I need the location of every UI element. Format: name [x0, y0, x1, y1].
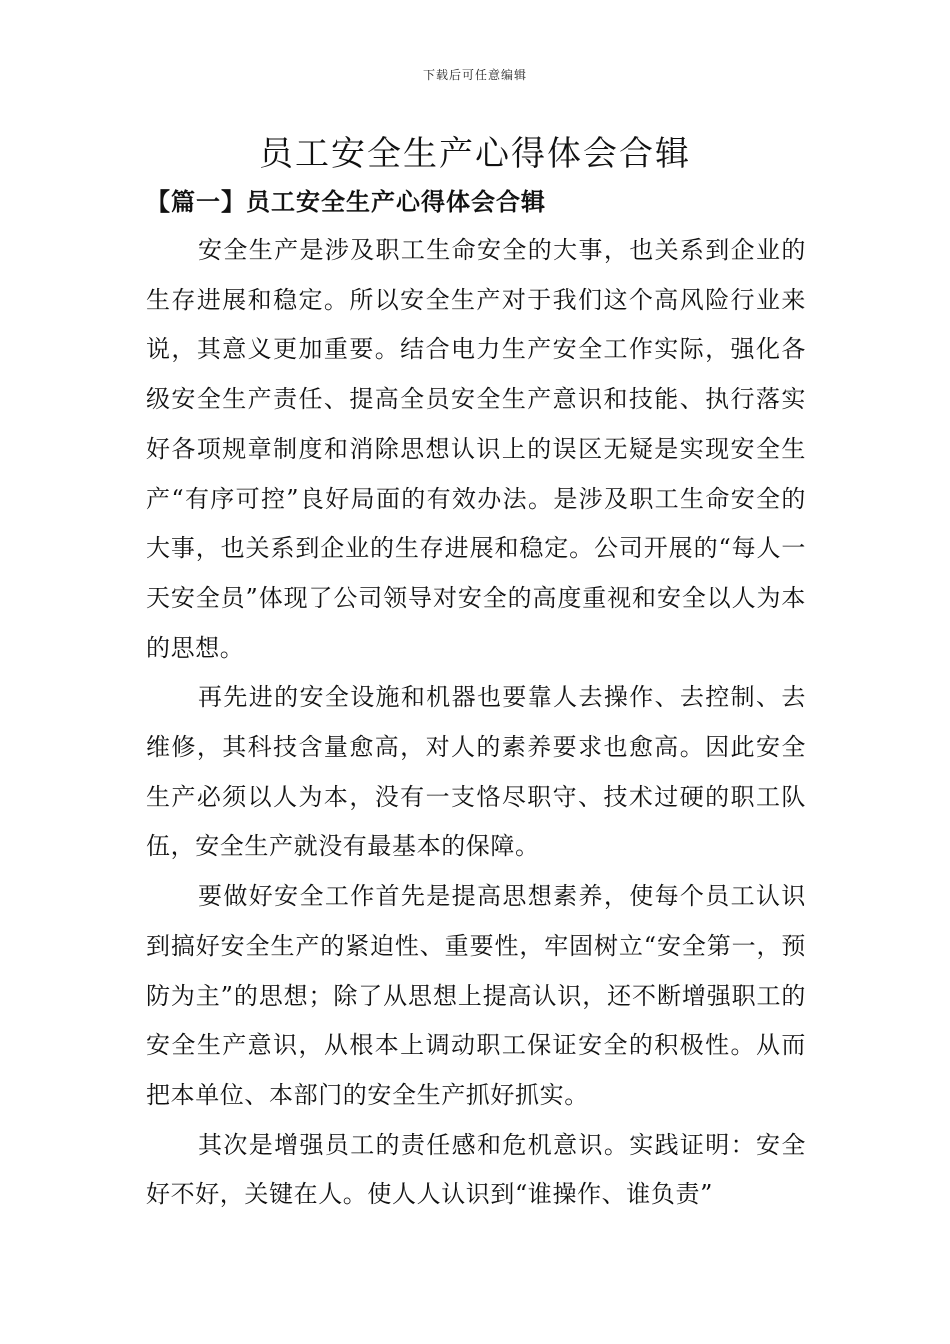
- body-text: [146, 226, 806, 1220]
- section-heading: 【篇一】员工安全生产心得体会合辑: [146, 187, 546, 216]
- paragraph: 要做好安全工作首先是提高思想素养，使每个员工认识到搞好安全生产的紧迫性、重要性，牢固树立“安全第一，预防为主”的思想；除了从思想上提高认识，还不断增强职工的安全生产意识，从根本上调动职工保证安全的积极性。从而把本单位、本部门的安全生产抓好抓实。: [146, 882, 806, 1109]
- header-note: 下载后可任意编辑: [422, 68, 527, 82]
- paragraph: 其次是增强员工的责任感和危机意识。实践证明：安全好不好，关键在人。使人人认识到“谁操作、谁负责”: [146, 1130, 806, 1209]
- paragraph: 再先进的安全设施和机器也要靠人去操作、去控制、去维修，其科技含量愈高，对人的素养要求也愈高。因此安全生产必须以人为本，没有一支恪尽职守、技术过硬的职工队伍，安全生产就没有最基本的保障。: [146, 683, 806, 861]
- document-title: 员工安全生产心得体会合辑: [259, 134, 691, 174]
- paragraph: 安全生产是涉及职工生命安全的大事，也关系到企业的生存进展和稳定。所以安全生产对于我们这个高风险行业来说，其意义更加重要。结合电力生产安全工作实际，强化各级安全生产责任、提高全员安全生产意识和技能、执行落实好各项规章制度和消除思想认识上的误区无疑是实现安全生产“有序可控”良好局面的有效办法。是涉及职工生命安全的大事，也关系到企业的生存进展和稳定。公司开展的“每人一天安全员”体现了公司领导对安全的高度重视和安全以人为本的思想。: [146, 236, 806, 662]
